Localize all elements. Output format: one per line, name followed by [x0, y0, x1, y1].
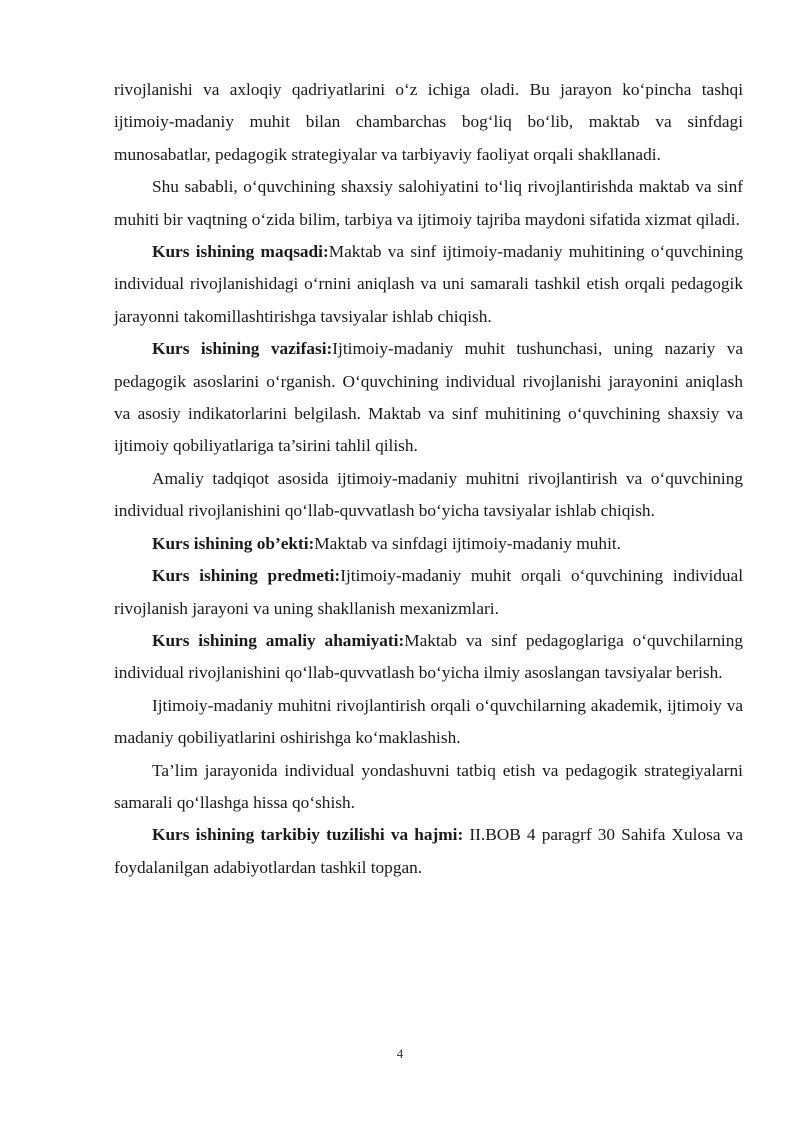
paragraph-amaliy-tadqiqot	[114, 463, 743, 528]
paragraph-tarkibiy-tuzilishi	[114, 819, 743, 884]
document-body	[114, 74, 743, 884]
paragraph-text: Amaliy tadqiqot asosida ijtimoiy-madaniy muhitni rivojlantirish va o‘quvchining individual rivojlanishini qo‘llab-quvvatlash bo‘yicha tavsiyalar ishlab chiqish.	[114, 468, 743, 521]
paragraph-label: Kurs ishining vazifasi:	[152, 339, 333, 359]
paragraph-text: Maktab va sinf ijtimoiy-madaniy muhitining o‘quvchining individual rivojlanishidagi o‘rnini aniqlash va uni samarali tashkil etish orqali pedagogik jarayonni takomillashtirishga tavsiyalar ishlab chiqish.	[114, 242, 743, 326]
paragraph-text: Ijtimoiy-madaniy muhit orqali o‘quvchining individual rivojlanish jarayoni va uning shakllanish mexanizmlari.	[114, 566, 743, 618]
paragraph-continuation	[114, 74, 743, 171]
paragraph-maqsadi	[114, 236, 743, 333]
paragraph-obekti	[114, 528, 743, 560]
paragraph-label: Kurs ishining maqsadi:	[152, 242, 329, 262]
paragraph-text: Maktab va sinfdagi ijtimoiy-madaniy muhit.	[314, 533, 621, 553]
paragraph-text: Maktab va sinf pedagoglariga o‘quvchilarning individual rivojlanishini qo‘llab-quvvatlash bo‘yicha ilmiy asoslangan tavsiyalar berish.	[114, 630, 743, 683]
paragraph-predmeti	[114, 560, 743, 625]
paragraph-text: II.BOB 4 paragrf 30 Sahifa Xulosa va foydalanilgan adabiyotlardan tashkil topgan.	[114, 825, 743, 877]
paragraph-talim-jarayonida	[114, 755, 743, 820]
paragraph-label: Kurs ishining amaliy ahamiyati:	[152, 630, 405, 650]
paragraph-label: Kurs ishining ob’ekti:	[152, 533, 315, 553]
paragraph-shu-sababli	[114, 171, 743, 236]
paragraph-text: Shu sababli, o‘quvchining shaxsiy salohiyatini to‘liq rivojlantirishda maktab va sinf muhiti bir vaqtning o‘zida bilim, tarbiya va ijtimoiy tajriba maydoni sifatida xizmat qiladi.	[114, 177, 743, 229]
paragraph-vazifasi	[114, 333, 743, 463]
paragraph-amaliy-ahamiyati	[114, 625, 743, 690]
page-number: 4	[396, 1046, 404, 1061]
paragraph-text: rivojlanishi va axloqiy qadriyatlarini o‘z ichiga oladi. Bu jarayon ko‘pincha tashqi ijtimoiy-madaniy muhit bilan chambarchas bog‘liq bo‘lib, maktab va sinfdagi munosabatlar, pedagogik strategiyalar va tarbiyaviy faoliyat orqali shakllanadi.	[114, 80, 743, 164]
paragraph-label: Kurs ishining tarkibiy tuzilishi va hajmi:	[152, 825, 464, 845]
paragraph-text: Ijtimoiy-madaniy muhitni rivojlantirish orqali o‘quvchilarning akademik, ijtimoiy va madaniy qobiliyatlarini oshirishga ko‘maklashish.	[114, 695, 743, 748]
paragraph-text: Ta’lim jarayonida individual yondashuvni tatbiq etish va pedagogik strategiyalarni samarali qo‘llashga hissa qo‘shish.	[114, 760, 743, 812]
paragraph-text: Ijtimoiy-madaniy muhit tushunchasi, uning nazariy va pedagogik asoslarini o‘rganish. O‘quvchining individual rivojlanishi jarayonini aniqlash va asosiy indikatorlarini belgilash. Maktab va sinf muhitining o‘quvchining shaxsiy va ijtimoiy qobiliyatlariga ta’sirini tahlil qilish.	[114, 339, 744, 456]
paragraph-ijtimoiy-madaniy	[114, 690, 743, 755]
paragraph-label: Kurs ishining predmeti:	[152, 566, 341, 586]
